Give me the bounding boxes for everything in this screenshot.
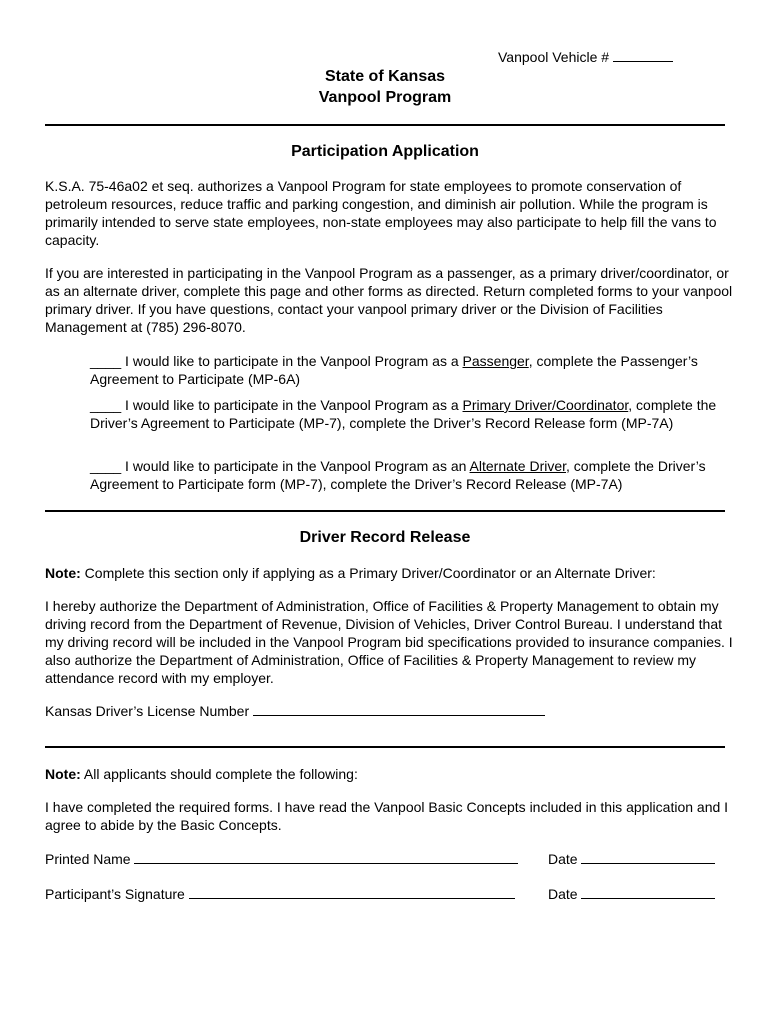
- divider: [45, 124, 725, 126]
- note-label: Note:: [45, 766, 81, 782]
- role-primary-driver: Primary Driver/Coordinator: [462, 397, 629, 413]
- printed-name-field: [45, 849, 518, 868]
- option-blank[interactable]: ____: [90, 397, 122, 413]
- printed-name-blank[interactable]: [134, 849, 518, 864]
- document-title-state: State of Kansas: [324, 68, 446, 85]
- option-passenger: ____ I would like to participate in the Vanpool Program as a Passenger, complete the Passenger’s Agreement to Participate (MP-6A): [90, 353, 698, 387]
- vanpool-vehicle-label: Vanpool Vehicle #: [498, 49, 610, 65]
- date-label: Date: [548, 886, 578, 902]
- signature-date-field: [548, 884, 715, 903]
- role-passenger: Passenger: [462, 353, 529, 369]
- divider: [45, 510, 725, 512]
- license-number-blank[interactable]: [253, 701, 545, 716]
- program-intro-paragraph: K.S.A. 75-46a02 et seq. authorizes a Vanpool Program for state employees to promote conservation of petroleum resources, reduce traffic and parking congestion, and diminish air pollution. While the program is primarily intended to serve state employees, non-state employees may also participate to help fill the vans to capacity.: [45, 178, 717, 248]
- license-number-label: Kansas Driver’s License Number: [45, 703, 250, 719]
- divider: [45, 746, 725, 748]
- option-blank[interactable]: ____: [90, 458, 122, 474]
- document-title-program: Vanpool Program: [318, 89, 452, 106]
- driver-release-note: Note: Complete this section only if applying as a Primary Driver/Coordinator or an Alternate Driver:: [45, 565, 656, 581]
- option-primary-driver: ____ I would like to participate in the Vanpool Program as a Primary Driver/Coordinator, complete the Driver’s Agreement to Participate (MP-7), complete the Driver’s Record Release form (MP-7A): [90, 397, 717, 431]
- all-applicants-note: Note: All applicants should complete the following:: [45, 766, 358, 782]
- note-label: Note:: [45, 565, 81, 581]
- date-blank[interactable]: [581, 884, 715, 899]
- license-number-field: [45, 701, 545, 720]
- signature-field: [45, 884, 515, 903]
- date-label: Date: [548, 851, 578, 867]
- role-alternate-driver: Alternate Driver: [469, 458, 567, 474]
- instructions-paragraph: If you are interested in participating in the Vanpool Program as a passenger, as a primary driver/coordinator, or as an alternate driver, complete this page and other forms as directed. Return completed forms to your vanpool primary driver. If you have questions, contact your vanpool primary driver or the Division of Facilities Management at (785) 296-8070.: [45, 265, 733, 335]
- printed-name-date-field: [548, 849, 715, 868]
- option-alternate-driver: ____ I would like to participate in the Vanpool Program as an Alternate Driver, complete the Driver’s Agreement to Participate form (MP-7), complete the Driver’s Record Release (MP-7A): [90, 458, 706, 492]
- signature-blank[interactable]: [189, 884, 515, 899]
- participation-heading: Participation Application: [291, 143, 479, 160]
- authorization-paragraph: I hereby authorize the Department of Administration, Office of Facilities & Property Management to obtain my driving record from the Department of Revenue, Division of Vehicles, Driver Control Bureau. I understand that my driving record will be included in the Vanpool Program bid specifications provided to insurance companies. I also authorize the Department of Administration, Office of Facilities & Property Management to review my attendance record with my employer.: [45, 598, 733, 686]
- agreement-statement: I have completed the required forms. I have read the Vanpool Basic Concepts included in this application and I agree to abide by the Basic Concepts.: [45, 799, 729, 833]
- printed-name-label: Printed Name: [45, 851, 131, 867]
- vanpool-vehicle-blank[interactable]: [613, 47, 673, 62]
- driver-release-heading: Driver Record Release: [299, 529, 471, 546]
- vanpool-vehicle-field: [498, 47, 673, 66]
- signature-label: Participant’s Signature: [45, 886, 185, 902]
- option-blank[interactable]: ____: [90, 353, 122, 369]
- date-blank[interactable]: [581, 849, 715, 864]
